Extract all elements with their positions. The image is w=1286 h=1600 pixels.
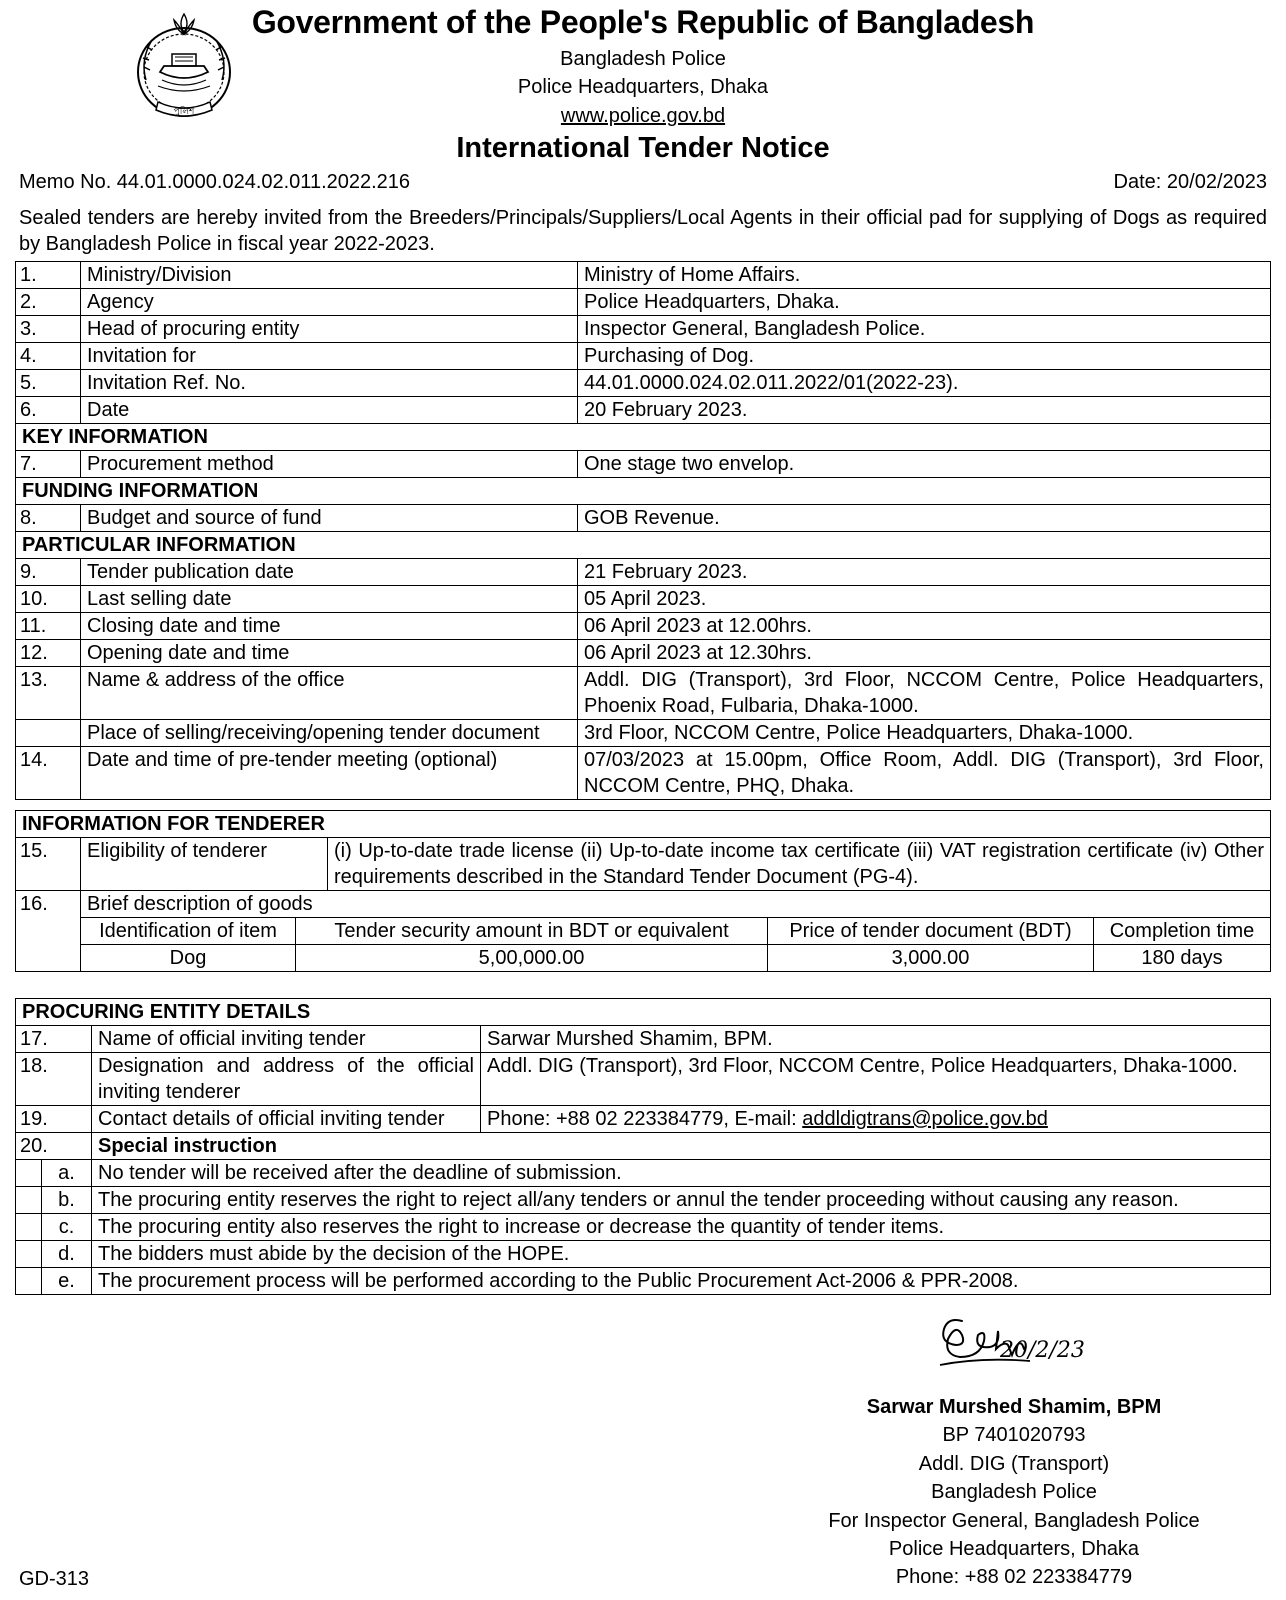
table-row	[16, 838, 1271, 891]
instruction-letter: a.	[42, 1160, 92, 1187]
government-title: Government of the People's Republic of Bangladesh	[251, 4, 1035, 40]
row-value: GOB Revenue.	[578, 505, 1271, 532]
row-number: 18.	[16, 1053, 92, 1106]
row-label: Place of selling/receiving/opening tender document	[81, 720, 578, 747]
table-row	[16, 586, 1271, 613]
header-line-police: Bangladesh Police	[560, 48, 726, 70]
section-heading-funding-information: FUNDING INFORMATION	[16, 478, 1271, 505]
section-heading-procuring-entity-details: PROCURING ENTITY DETAILS	[16, 999, 1271, 1026]
goods-header-price: Price of tender document (BDT)	[768, 918, 1094, 945]
row-number: 12.	[16, 640, 81, 667]
table-row	[16, 343, 1271, 370]
row-value: Addl. DIG (Transport), 3rd Floor, NCCOM Centre, Police Headquarters, Dhaka-1000.	[481, 1053, 1271, 1106]
row-number: 6.	[16, 397, 81, 424]
table-row	[16, 559, 1271, 586]
goods-header-security: Tender security amount in BDT or equivalent	[296, 918, 768, 945]
goods-header-completion: Completion time	[1094, 918, 1271, 945]
goods-cell-security: 5,00,000.00	[296, 945, 768, 972]
special-instruction-heading: Special instruction	[92, 1133, 1271, 1160]
tender-info-table-main	[15, 261, 1271, 800]
signature-block	[820, 1393, 1208, 1592]
row-label: Head of procuring entity	[81, 316, 578, 343]
row-number: 11.	[16, 613, 81, 640]
header-line-hq: Police Headquarters, Dhaka	[517, 76, 769, 98]
section-heading-row	[16, 811, 1271, 838]
goods-table-header-row	[16, 918, 1271, 945]
section-heading-information-for-tenderer: INFORMATION FOR TENDERER	[16, 811, 1271, 838]
spacer-cell	[16, 1241, 42, 1268]
goods-cell-completion: 180 days	[1094, 945, 1271, 972]
special-instruction-item	[16, 1187, 1271, 1214]
special-instruction-item	[16, 1268, 1271, 1295]
row-value: 06 April 2023 at 12.30hrs.	[578, 640, 1271, 667]
signatory-on-behalf: For Inspector General, Bangladesh Police	[828, 1509, 1200, 1532]
intro-paragraph: Sealed tenders are hereby invited from the Breeders/Principals/Suppliers/Local Agents in their official pad for supplying of Dogs as required by Bangladesh Police in fiscal year 2022-2023.	[19, 207, 1267, 255]
goods-table-row	[16, 945, 1271, 972]
row-value: 07/03/2023 at 15.00pm, Office Room, Addl. DIG (Transport), 3rd Floor, NCCOM Centre, PHQ, Dhaka.	[578, 747, 1271, 800]
row-value: 44.01.0000.024.02.011.2022/01(2022-23).	[578, 370, 1271, 397]
signatory-phone: Phone: +88 02 223384779	[895, 1566, 1133, 1589]
row-number: 4.	[16, 343, 81, 370]
section-heading-row	[16, 532, 1271, 559]
row-label: Designation and address of the official inviting tenderer	[92, 1053, 481, 1106]
section-heading-row	[16, 424, 1271, 451]
signature-date: 20/2/23	[1000, 1338, 1085, 1363]
row-label: Opening date and time	[81, 640, 578, 667]
row-number: 2.	[16, 289, 81, 316]
row-value: Police Headquarters, Dhaka.	[578, 289, 1271, 316]
table-row	[16, 316, 1271, 343]
instruction-text: The bidders must abide by the decision of the HOPE.	[92, 1241, 1271, 1268]
row-value: (i) Up-to-date trade license (ii) Up-to-date income tax certificate (iii) VAT registration certificate (iv) Other requirements described in the Standard Tender Document (PG-4).	[328, 838, 1271, 891]
row-label: Eligibility of tenderer	[81, 838, 328, 891]
table-row	[16, 1133, 1271, 1160]
row-label: Ministry/Division	[81, 262, 578, 289]
signatory-name: Sarwar Murshed Shamim, BPM	[866, 1396, 1162, 1418]
row-value: Addl. DIG (Transport), 3rd Floor, NCCOM Centre, Police Headquarters, Phoenix Road, Fulbaria, Dhaka-1000.	[578, 667, 1271, 720]
row-number: 10.	[16, 586, 81, 613]
table-row	[16, 1106, 1271, 1133]
row-value: 06 April 2023 at 12.00hrs.	[578, 613, 1271, 640]
row-label: Date and time of pre-tender meeting (optional)	[81, 747, 578, 800]
section-heading-particular-information: PARTICULAR INFORMATION	[16, 532, 1271, 559]
table-row	[16, 1053, 1271, 1106]
row-label: Agency	[81, 289, 578, 316]
table-row	[16, 891, 1271, 918]
handwritten-signature	[900, 1305, 1090, 1383]
table-row	[16, 397, 1271, 424]
row-number: 3.	[16, 316, 81, 343]
row-value: 20 February 2023.	[578, 397, 1271, 424]
notice-date: Date: 20/02/2023	[1113, 171, 1267, 193]
signatory-bp-number: BP 7401020793	[942, 1424, 1086, 1447]
signatory-designation: Addl. DIG (Transport)	[918, 1452, 1110, 1475]
table-row	[16, 747, 1271, 800]
row-number: 15.	[16, 838, 81, 891]
row-label: Last selling date	[81, 586, 578, 613]
row-label: Brief description of goods	[81, 891, 1271, 918]
row-value: Inspector General, Bangladesh Police.	[578, 316, 1271, 343]
table-row	[16, 613, 1271, 640]
row-label: Date	[81, 397, 578, 424]
table-row	[16, 720, 1271, 747]
section-heading-row	[16, 478, 1271, 505]
row-label: Budget and source of fund	[81, 505, 578, 532]
instruction-letter: e.	[42, 1268, 92, 1295]
instruction-text: No tender will be received after the deadline of submission.	[92, 1160, 1271, 1187]
row-number: 17.	[16, 1026, 92, 1053]
row-value: Sarwar Murshed Shamim, BPM.	[481, 1026, 1271, 1053]
table-row	[16, 262, 1271, 289]
notice-title: International Tender Notice	[456, 132, 830, 164]
footer-code: GD-313	[19, 1568, 90, 1590]
instruction-letter: b.	[42, 1187, 92, 1214]
tender-info-table-procuring-entity	[15, 998, 1271, 1295]
row-label: Contact details of official inviting tender	[92, 1106, 481, 1133]
row-label: Invitation for	[81, 343, 578, 370]
row-number: 5.	[16, 370, 81, 397]
row-number: 20.	[16, 1133, 92, 1160]
instruction-letter: d.	[42, 1241, 92, 1268]
table-row	[16, 505, 1271, 532]
row-number: 16.	[16, 891, 81, 972]
special-instruction-item	[16, 1160, 1271, 1187]
goods-cell-item: Dog	[81, 945, 296, 972]
table-row	[16, 667, 1271, 720]
memo-number: Memo No. 44.01.0000.024.02.011.2022.216	[19, 171, 411, 193]
contact-email-link[interactable]: addldigtrans@police.gov.bd	[802, 1108, 1048, 1130]
contact-phone: Phone: +88 02 223384779, E-mail:	[487, 1108, 803, 1130]
row-number: 19.	[16, 1106, 92, 1133]
instruction-text: The procuring entity reserves the right to reject all/any tenders or annul the tender proceeding without causing any reason.	[92, 1187, 1271, 1214]
row-number: 13.	[16, 667, 81, 720]
header-website-link[interactable]: www.police.gov.bd	[560, 105, 726, 127]
table-row	[16, 640, 1271, 667]
row-value: One stage two envelop.	[578, 451, 1271, 478]
special-instruction-item	[16, 1241, 1271, 1268]
row-label: Procurement method	[81, 451, 578, 478]
table-row	[16, 289, 1271, 316]
spacer-cell	[16, 1214, 42, 1241]
row-number: 9.	[16, 559, 81, 586]
signatory-office: Police Headquarters, Dhaka	[888, 1538, 1140, 1561]
row-number: 7.	[16, 451, 81, 478]
row-label: Invitation Ref. No.	[81, 370, 578, 397]
instruction-text: The procuring entity also reserves the right to increase or decrease the quantity of tender items.	[92, 1214, 1271, 1241]
row-value: Ministry of Home Affairs.	[578, 262, 1271, 289]
emblem-ribbon-text: পুলিশ	[173, 107, 195, 117]
section-heading-row	[16, 999, 1271, 1026]
spacer-cell	[16, 1187, 42, 1214]
row-label: Name & address of the office	[81, 667, 578, 720]
section-heading-key-information: KEY INFORMATION	[16, 424, 1271, 451]
row-label: Tender publication date	[81, 559, 578, 586]
signatory-organization: Bangladesh Police	[931, 1481, 1097, 1504]
instruction-text: The procurement process will be performed according to the Public Procurement Act-2006 & PPR-2008.	[92, 1268, 1271, 1295]
table-row	[16, 1026, 1271, 1053]
row-value: 21 February 2023.	[578, 559, 1271, 586]
row-value: Purchasing of Dog.	[578, 343, 1271, 370]
special-instruction-item	[16, 1214, 1271, 1241]
spacer-cell	[16, 1268, 42, 1295]
row-number: 1.	[16, 262, 81, 289]
goods-header-item: Identification of item	[81, 918, 296, 945]
row-value: 05 April 2023.	[578, 586, 1271, 613]
table-row	[16, 451, 1271, 478]
goods-cell-price: 3,000.00	[768, 945, 1094, 972]
spacer-cell	[16, 1160, 42, 1187]
tender-info-table-tenderer	[15, 810, 1271, 972]
row-number	[16, 720, 81, 747]
row-number: 8.	[16, 505, 81, 532]
row-label: Closing date and time	[81, 613, 578, 640]
row-number: 14.	[16, 747, 81, 800]
row-value	[481, 1106, 1271, 1133]
row-value: 3rd Floor, NCCOM Centre, Police Headquarters, Dhaka-1000.	[578, 720, 1271, 747]
table-row	[16, 370, 1271, 397]
instruction-letter: c.	[42, 1214, 92, 1241]
row-label: Name of official inviting tender	[92, 1026, 481, 1053]
